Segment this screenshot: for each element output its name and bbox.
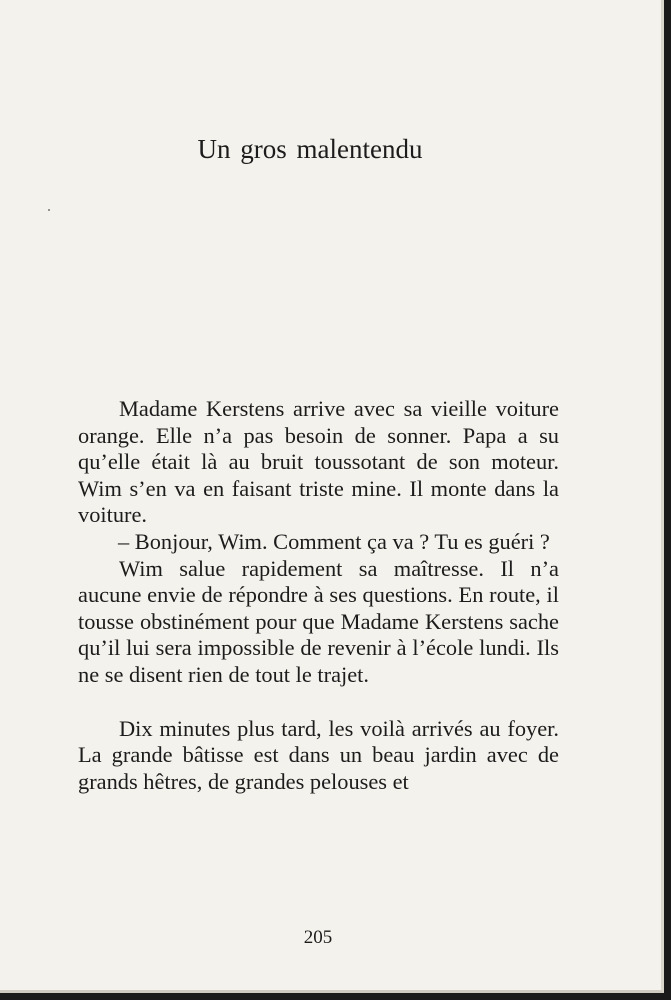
body-text (78, 396, 559, 795)
paragraph-4: Dix minutes plus tard, les voilà arrivés au foyer. La grande bâtisse est dans un beau jardin avec de grands hêtres, de grandes pelouses et (78, 715, 559, 794)
paragraph-1: Madame Kerstens arrive avec sa vieille voiture orange. Elle n’a pas besoin de sonner. Papa a su qu’elle était là au bruit toussotant de son moteur. Wim s’en va en faisant triste mine. Il monte dans la voiture. (78, 396, 559, 528)
paper-speck (48, 209, 50, 211)
page-number-text: 205 (303, 927, 333, 948)
paragraph-3: Wim salue rapidement sa maîtresse. Il n’a aucune envie de répondre à ses questions. En route, il tousse obstinément pour que Madame Kerstens sache qu’il lui sera impossible de revenir à l’école lundi. Ils ne se disent rien de tout le trajet. (78, 555, 559, 687)
page-number (0, 927, 664, 949)
paragraph-2-dialogue: – Bonjour, Wim. Comment ça va ? Tu es guéri ? (118, 528, 550, 554)
chapter-title (0, 134, 664, 165)
chapter-title-text: Un gros malentendu (197, 134, 423, 164)
